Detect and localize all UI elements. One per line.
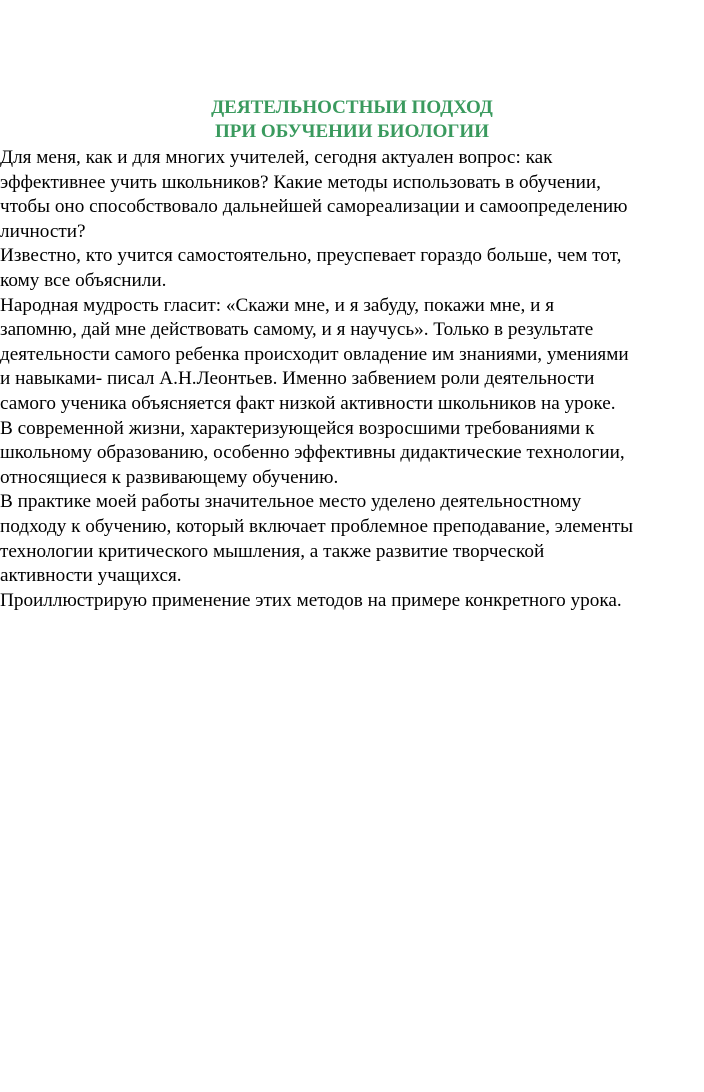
paragraph bbox=[0, 146, 704, 244]
text-line: В современной жизни, характеризующейся возросшими требованиями к bbox=[0, 417, 595, 439]
text-line: самого ученика объясняется факт низкой активности школьников на уроке. bbox=[0, 392, 616, 414]
text-line: Народная мудрость гласит: «Скажи мне, и я забуду, покажи мне, и я bbox=[0, 294, 555, 316]
title-line: ПРИ ОБУЧЕНИИ БИОЛОГИИ bbox=[215, 121, 489, 142]
text-line: В практике моей работы значительное место уделено деятельностному bbox=[0, 491, 582, 513]
text-line: Известно, кто учится самостоятельно, преуспевает гораздо больше, чем тот, bbox=[0, 245, 622, 267]
text-line: деятельности самого ребенка происходит овладение им знаниями, умениями bbox=[0, 343, 629, 365]
text-line: Проиллюстрирую применение этих методов на примере конкретного урока. bbox=[0, 589, 622, 611]
paragraph bbox=[0, 490, 704, 588]
text-line: запомню, дай мне действовать самому, и я научусь». Только в результате bbox=[0, 319, 594, 341]
text-line: активности учащихся. bbox=[0, 565, 182, 587]
text-line: кому все объяснили. bbox=[0, 269, 167, 291]
paragraph bbox=[0, 589, 704, 614]
text-line: эффективнее учить школьников? Какие методы использовать в обучении, bbox=[0, 171, 601, 193]
text-line: Для меня, как и для многих учителей, сегодня актуален вопрос: как bbox=[0, 147, 553, 168]
title-line: ДЕЯТЕЛЬНОСТНЫИ ПОДХОД bbox=[211, 97, 493, 118]
text-line: личности? bbox=[0, 220, 86, 242]
text-line: технологии критического мышления, а также развитие творческой bbox=[0, 540, 545, 562]
document-body bbox=[0, 146, 704, 613]
paragraph bbox=[0, 417, 704, 491]
text-line: чтобы оно способствовало дальнейшей самореализации и самоопределению bbox=[0, 196, 628, 218]
document-title bbox=[0, 96, 704, 144]
text-line: подходу к обучению, который включает проблемное преподавание, элементы bbox=[0, 515, 633, 537]
text-line: относящиеся к развивающему обучению. bbox=[0, 466, 339, 488]
paragraph bbox=[0, 294, 704, 417]
text-line: школьному образованию, особенно эффективны дидактические технологии, bbox=[0, 442, 625, 464]
text-line: и навыками- писал А.Н.Леонтьев. Именно забвением роли деятельности bbox=[0, 368, 595, 390]
paragraph bbox=[0, 244, 704, 293]
